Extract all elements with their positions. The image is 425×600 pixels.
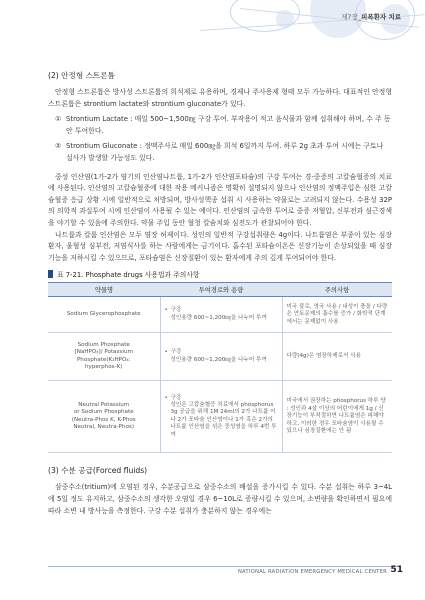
dose-amount: 성인용량 600~1,200㎎을 나누어 투여: [170, 356, 267, 363]
dose-amount: 성인은 고칼슘혈증 치료에서 phosphorus 3g 공급을 위해 1M 24ml의 2가 나트륨 이나 2가 포타슘 인산염이나 1가 혹은 2가의 나트륨 인산염을 섞은 중성염을 하루 4번 투여: [170, 402, 277, 438]
table-header-row: [48, 283, 392, 297]
table-caption: [48, 269, 392, 279]
list-item: [48, 141, 392, 164]
item-number: ②: [55, 142, 62, 151]
dose-route: 구강: [170, 394, 182, 401]
caution-cell: 미국 불로, 영국 사용 / 내성이 충돌 / 다량은 연토문제의 흡수를 증가 / 화학적 단계에서는 문제없이 사용: [282, 297, 392, 333]
footer-org: NATIONAL RADIATION EMERGENCY MEDICAL CENTER: [237, 569, 387, 575]
caution-cell: 다량(4g)은 염장하제로서 사용: [282, 333, 392, 381]
paragraph: 나트륨과 칼륨 인산염은 모두 염장 허제이다. 성인의 일반적 구강섭취량은 4g이다. 나트륨염은 부종이 있는 심장 환자, 울혈성 심부전, 저염식사를 하는 사람에게는 금기이다. 흡수된 포타슘이온은 신장기능이 손상되었을 때 심장 기능을 저하시킬 수 있으므로, 포타슘염은 신장질환이 있는 환자에게 주의 깊게 투여되어야 한다.: [48, 230, 392, 262]
column-header: 주의사항: [282, 283, 392, 297]
paragraph: 중성 인산염(1가-2가 염기의 인산염나트륨, 1가-2가 인산염포타슘)의 구강 투여는 경-중증의 고칼슘혈증의 치료에 사용된다. 인산염의 고칼슘혈증에 대한 작용 메커니즘은 명확히 설명되지 않으나 인산염의 정맥주입은 심한 고칼슘혈증 응급 상황 시에 일반적으로 처방되며, 방사성핵종 섭취 시 사용하는 약물로는 고려되지 않는다. 수용성 32P의 의학적 과실투여 시에 인산염이 사용될 수 있는 예이다. 인산염의 급속한 투여로 중증 저혈압, 신부전과 심근경색을 야기할 수 있음에 주의한다. 약물 주입 동안 혈청 칼슘치와 심전도가 관찰되어야 한다.: [48, 172, 392, 227]
dose-cell: • 구강 성인용량 600~1,200㎎을 나누어 투여: [160, 297, 282, 333]
page-header: [0, 0, 425, 46]
drug-name: Sodium Glycerophosphate: [48, 297, 160, 333]
section-title: (3) 수분 공급(Forced fluids): [48, 466, 148, 476]
table-caption-text: 표 7-21. Phosphate drugs 사용법과 주의사항: [57, 271, 200, 280]
footer-divider: [48, 566, 401, 567]
paragraph: 안정형 스트론튬은 방사성 스트론튬의 희석제로 유용하며, 경제나 주사용제 형태 모두 가능하다. 대표적인 안정형 스트론튬은 strontium lactate와 strontium gluconate가 있다.: [48, 88, 392, 108]
main-content: [48, 70, 392, 517]
paragraph: 삼중수소(tritium)에 오염된 경우, 수분공급으로 삼중수소의 배설을 증가시킬 수 있다. 수분 섭취는 하루 3~4L에 5일 정도 유지하고, 삼중수소의 생각한 오염일 경우 6~10L로 증량시킬 수 있으며, 소변량을 확인하면서 필요에 따라 소변 내 방사능을 측정한다. 구강 수분 섭취가 충분하지 않는 경우에는: [48, 483, 392, 515]
item-text: Strontium Lactate : 매일 500~1,500㎎ 구강 투여. 부작용이 적고 음식물과 함께 섭취해야 하며, 수 주 동안 투여한다.: [66, 115, 391, 135]
table-row: [48, 297, 392, 333]
page-number: 51: [390, 565, 403, 575]
column-header: 투여경로와 용량: [160, 283, 282, 297]
chapter-label: [341, 12, 401, 21]
chapter-prefix: 제7장_: [341, 13, 362, 21]
phosphate-drugs-table: [48, 282, 392, 453]
drug-name: Neutral Potassium or Sodium Phosphate (Neutra-Phos K, K-Phos Neutral, Neutra-Phos): [48, 381, 160, 453]
section-title: (2) 안정형 스트론튬: [48, 71, 115, 80]
dose-route: 구강: [170, 307, 182, 314]
drug-name: Sodium Phosphate [NaHPO₄]/ Potassium Phosphate(K₂HPO₄: hyperphos-K): [48, 333, 160, 381]
caution-cell: 미국에서 권장하는 phosphorus 하루 양 : 성인과 4살 이상의 어린이에게 1g / 신장기능이 부적절하면 나트륨염은 피해야 하고, 이러한 경우 포타슘염이 사용될 수 있으나 심장질환에는 안 됨: [282, 381, 392, 453]
table-row: [48, 333, 392, 381]
dose-amount: 성인용량 600~1,200㎎을 나누어 투여: [170, 314, 267, 321]
table-row: [48, 381, 392, 453]
chapter-title: 피폭환자 치료: [361, 13, 401, 21]
dose-cell: • 구강 성인은 고칼슘혈증 치료에서 phosphorus 3g 공급을 위해 1M 24ml의 2가 나트륨 이나 2가 포타슘 인산염이나 1가 혹은 2가의 나트륨 인산염을 섞은 중성염을 하루 4번 투여: [160, 381, 282, 453]
list-item: [48, 114, 392, 137]
column-header: 약물명: [48, 283, 160, 297]
dose-cell: • 구강 성인용량 600~1,200㎎을 나누어 투여: [160, 333, 282, 381]
dose-route: 구강: [170, 349, 182, 356]
caption-marker: [48, 270, 53, 278]
item-text: Strontium Gluconate : 정맥주사로 매일 600㎎을 희석 6일까지 투여. 하루 2g 초과 투여 시에는 구토나 설사가 발생할 가능성도 있다.: [66, 142, 384, 162]
item-number: ①: [55, 115, 62, 124]
